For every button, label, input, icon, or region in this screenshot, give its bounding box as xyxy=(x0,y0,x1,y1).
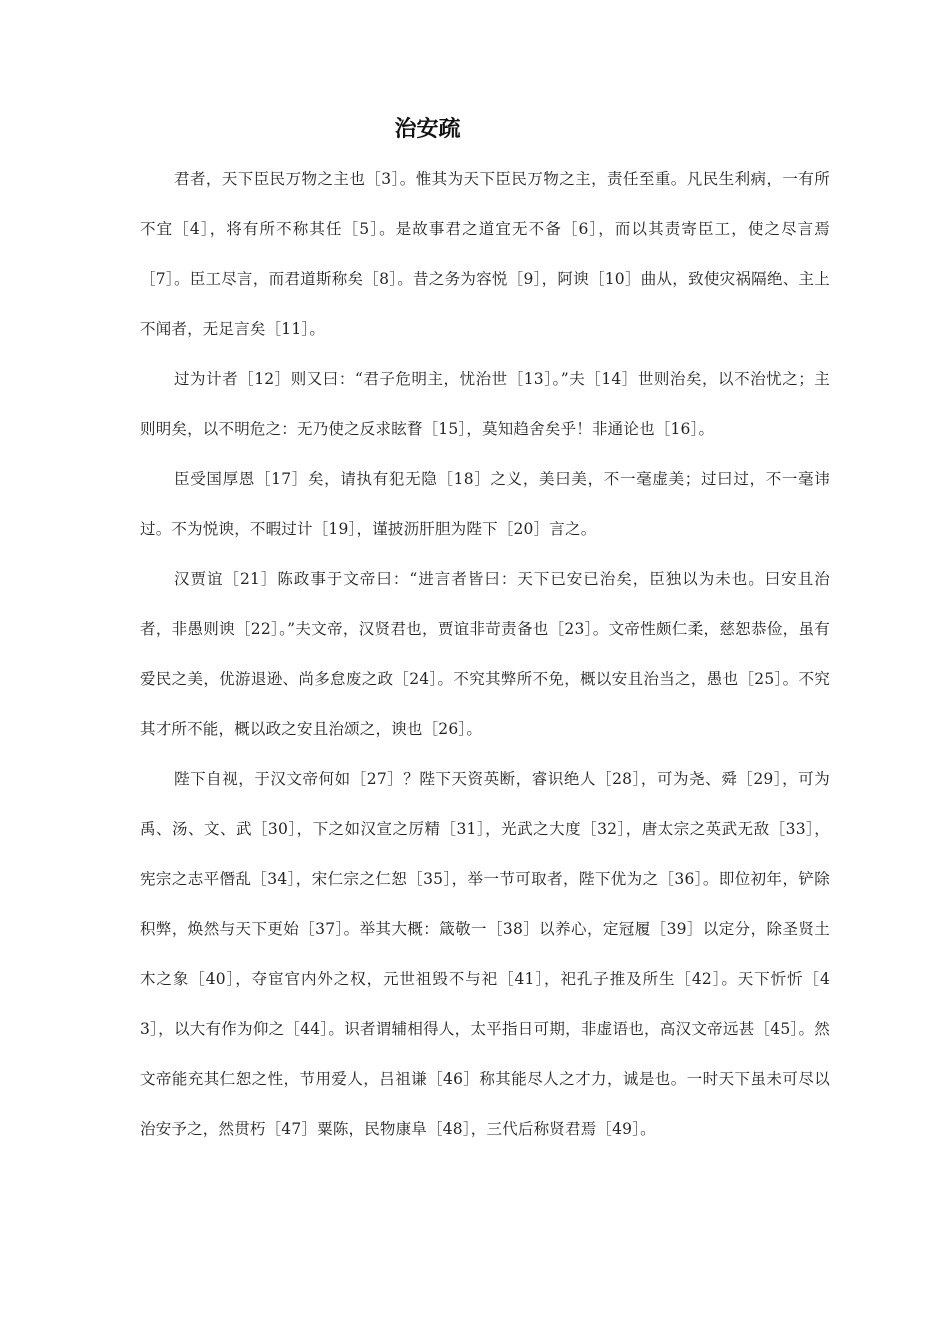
paragraph-5: 陛下自视，于汉文帝何如［27］？陛下天资英断，睿识绝人［28］，可为尧、舜［29］，可为禹、汤、文、武［30］，下之如汉宣之厉精［31］，光武之大度［32］，唐太宗之英武无敌［33］，宪宗之志平僭乱［34］，宋仁宗之仁恕［35］，举一节可取者，陛下优为之［36］。即位初年，铲除积弊，焕然与天下更始［37］。举其大概：箴敬一［38］以养心，定冠履［39］以定分，除圣贤土木之象［40］，夺宦官内外之权，元世祖毁不与祀［41］，祀孔子推及所生［42］。天下忻忻［43］，以大有作为仰之［44］。识者谓辅相得人，太平指日可期，非虚语也，高汉文帝远甚［45］。然文帝能充其仁恕之性，节用爱人，吕祖谦［46］称其能尽人之才力，诚是也。一时天下虽未可尽以治安予之，然贯朽［47］粟陈，民物康阜［48］，三代后称贤君焉［49］。 xyxy=(140,770,830,1138)
paragraph-2: 过为计者［12］则又曰：“君子危明主，忧治世［13］。”夫［14］世则治矣，以不治忧之；主则明矣，以不明危之：无乃使之反求眩瞀［15］，莫知趋舍矣乎！非通论也［16］。 xyxy=(140,370,830,438)
paragraph-4: 汉贾谊［21］陈政事于文帝曰：“进言者皆曰：天下已安已治矣，臣独以为未也。曰安且治者，非愚则谀［22］。”夫文帝，汉贤君也，贾谊非苛责备也［23］。文帝性颇仁柔，慈恕恭俭，虽有爱民之美，优游退逊、尚多怠废之政［24］。不究其弊所不免，概以安且治当之，愚也［25］。不究其才所不能，概以政之安且治颂之，谀也［26］。 xyxy=(140,570,830,738)
paragraph-3: 臣受国厚恩［17］矣，请执有犯无隐［18］之义，美曰美，不一毫虚美；过曰过，不一毫讳过。不为悦谀，不暇过计［19］，谨披沥肝胆为陛下［20］言之。 xyxy=(140,470,830,538)
document-title: 治安疏 xyxy=(394,117,461,142)
paragraph-1: 君者，天下臣民万物之主也［3］。惟其为天下臣民万物之主，责任至重。凡民生利病，一有所不宜［4］，将有所不称其任［5］。是故事君之道宜无不备［6］，而以其责寄臣工，使之尽言焉［7］。臣工尽言，而君道斯称矣［8］。昔之务为容悦［9］，阿谀［10］曲从，致使灾祸隔绝、主上不闻者，无足言矣［11］。 xyxy=(140,170,830,338)
